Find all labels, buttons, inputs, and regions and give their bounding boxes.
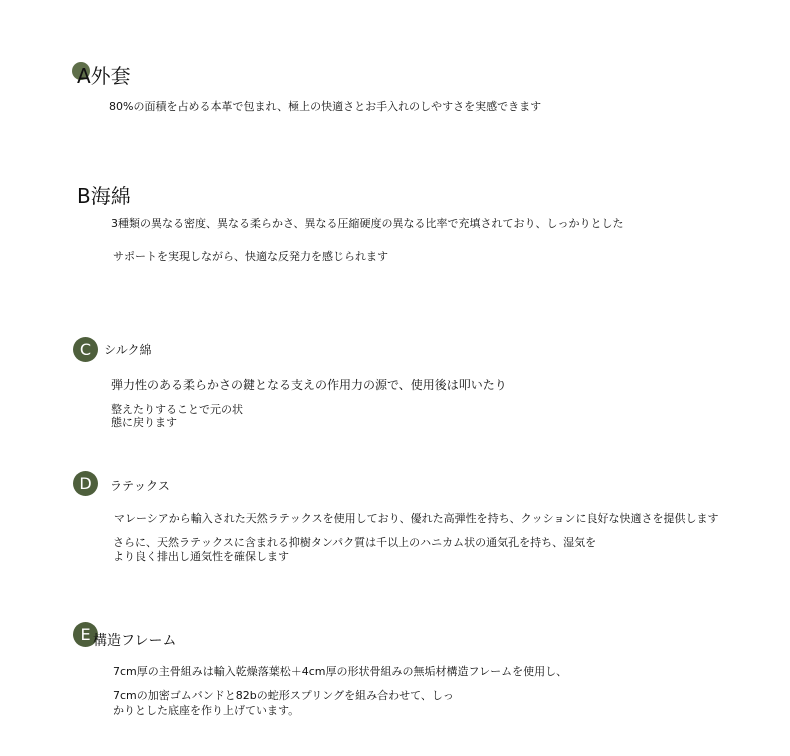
section-c-text-line3: 態に戻ります [111, 416, 177, 429]
section-d-text-line1: マレーシアから輸入された天然ラテックスを使用しており、優れた高弾性を持ち、クッションに良好な快適さを提供します [114, 512, 719, 525]
section-d-text-line2: さらに、天然ラテックスに含まれる抑樹タンパク質は千以上のハニカム状の通気孔を持ち、湿気を [113, 536, 597, 549]
section-c-text-line2: 整えたりすることで元の状 [111, 403, 243, 416]
section-d-label: ラテックス [110, 479, 170, 493]
section-a-text-line1: 80%の面積を占める本革で包まれ、極上の快適さとお手入れのしやすさを実感できます [109, 100, 542, 113]
section-b-text-line1: 3種類の異なる密度、異なる柔らかさ、異なる圧縮硬度の異なる比率で充填されており、しっかりとした [111, 217, 624, 230]
section-e-text-line2: 7cmの加密ゴムバンドと82bの蛇形スプリングを組み合わせて、しっ [113, 689, 454, 702]
section-e-badge-icon: E [73, 622, 98, 647]
section-d-text-line3: より良く排出し通気性を確保します [113, 550, 289, 563]
section-e-text-line1: 7cm厚の主骨組みは輸入乾燥落葉松＋4cm厚の形状骨組みの無垢材構造フレームを使用し、 [113, 665, 568, 678]
section-c-badge-icon: C [73, 337, 98, 362]
section-e-label: 構造フレーム [93, 633, 177, 649]
section-c-text-line1: 弾力性のある柔らかさの鍵となる支えの作用力の源で、使用後は叩いたり [111, 378, 507, 392]
section-b-title: B海綿 [77, 184, 131, 208]
section-b-text-line2: サポートを実現しながら、快適な反発力を感じられます [113, 250, 388, 263]
section-e-text-line3: かりとした底座を作り上げています。 [113, 704, 300, 717]
section-d-badge-icon: D [73, 471, 98, 496]
section-a-title: A外套 [77, 64, 131, 88]
section-c-label: シルク綿 [104, 343, 152, 357]
